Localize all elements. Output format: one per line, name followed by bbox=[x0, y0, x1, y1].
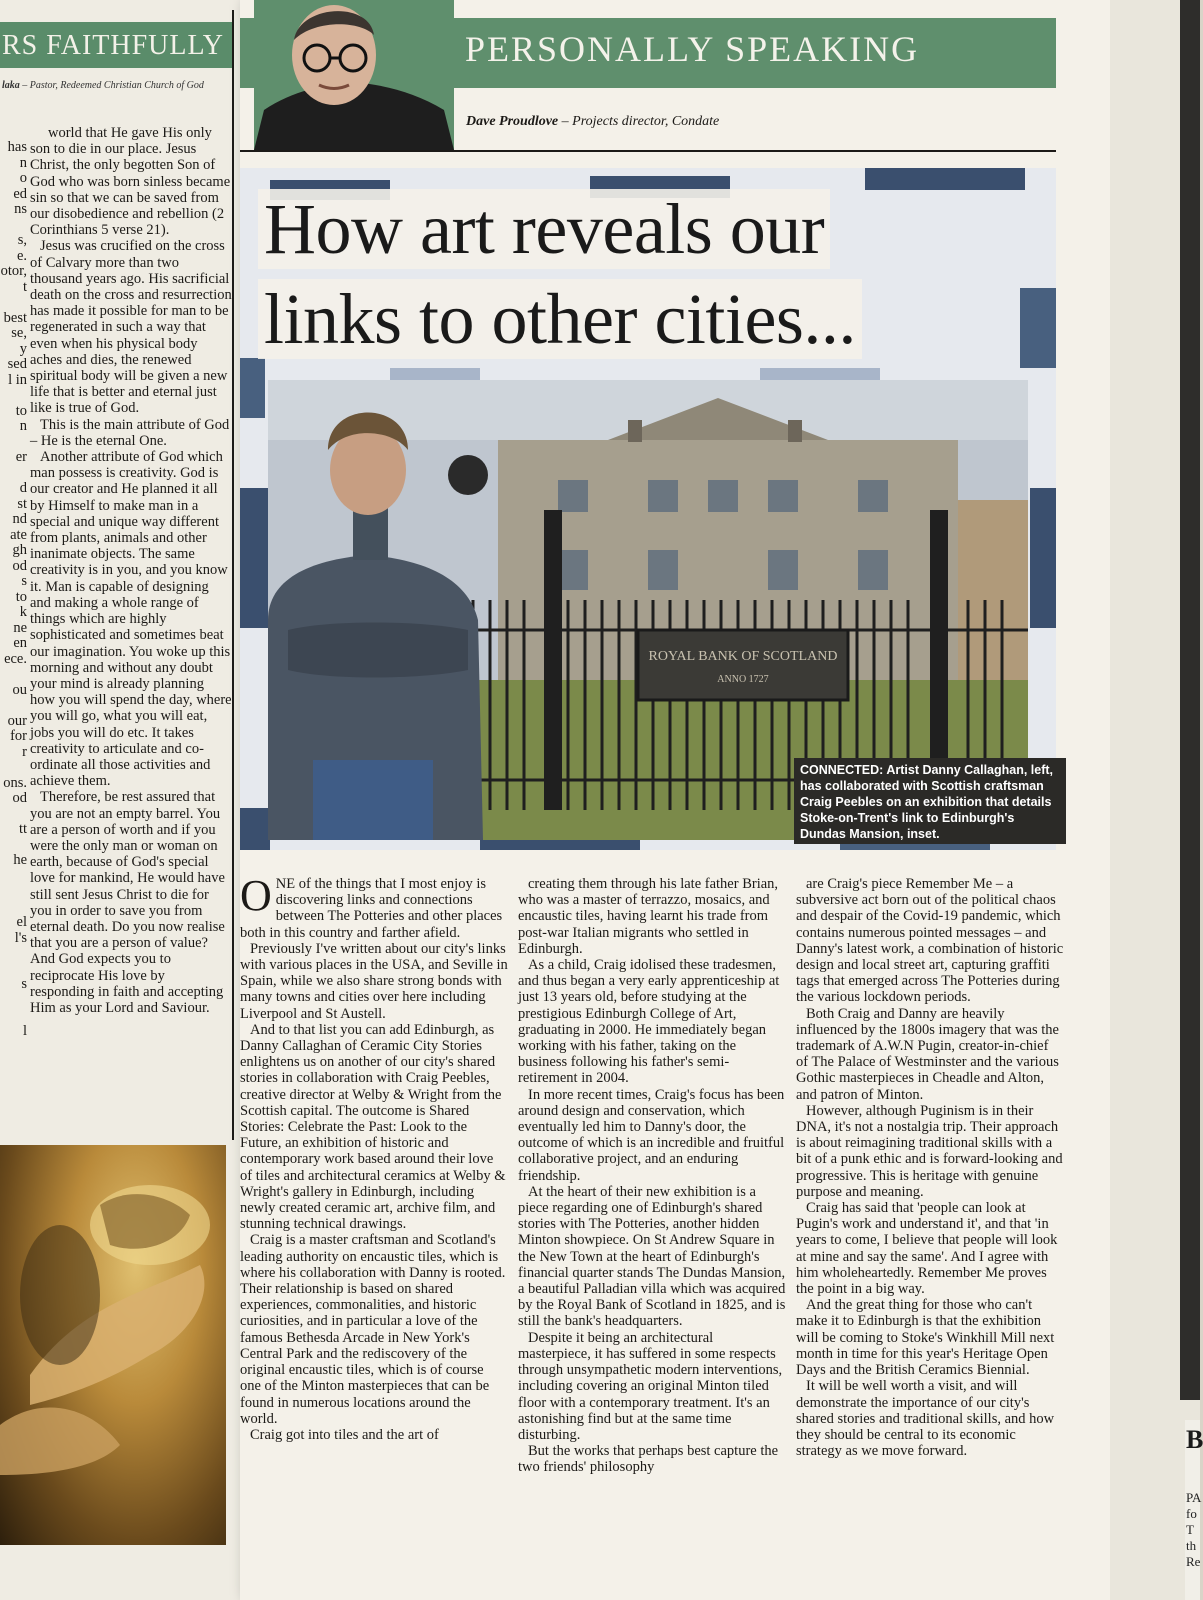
paragraph-text: Jesus was crucified on the cross of Calvary more than two thousand years ago. His sacrificial death on the cross and resurrection has made it possible for man to be regenerated in such a way that even when his physical body aches and dies, the renewed spiritual body will be given a new life that is better and eternal just like is true of God. bbox=[30, 238, 232, 417]
paragraph bbox=[796, 1200, 1064, 1297]
clipped-fragment: tt bbox=[18, 821, 27, 837]
paragraph bbox=[518, 1330, 786, 1443]
clipped-fragment: has bbox=[7, 139, 27, 155]
clipped-fragment: t bbox=[22, 278, 27, 295]
clipped-fragment bbox=[0, 884, 27, 900]
paragraph-text: Both Craig and Danny are heavily influenced by the 1800s imagery that was the trademark of A.W.N Pugin, creator-in-chief of The Palace of Westminster and the various Gothic masterpieces in Cheadle and Alton, and patron of Minton. bbox=[796, 1005, 1059, 1103]
right-page-fragments: PA fo T th Re bbox=[1186, 1490, 1202, 1569]
sign-text-line-1: ROYAL BANK OF SCOTLAND bbox=[648, 649, 838, 664]
headline-line-2: links to other cities... bbox=[258, 279, 862, 359]
column-title: PERSONALLY SPEAKING bbox=[465, 29, 920, 69]
header-rule bbox=[240, 150, 1056, 152]
paragraph bbox=[518, 957, 786, 1087]
clipped-fragment: ons. bbox=[3, 774, 27, 791]
right-page-dark-strip bbox=[1180, 0, 1200, 1400]
painting-illustration bbox=[0, 1145, 226, 1545]
paragraph-text: However, although Puginism is in their DNA, it's not a nostalgia trip. Their approach is about reimagining traditional skills with a bit of a punk ethic and is forward-looking and progressive. This is heritage with genuine purpose and meaning. bbox=[796, 1102, 1063, 1200]
clipped-fragment bbox=[0, 388, 27, 404]
clipped-fragment: best bbox=[3, 309, 27, 326]
author-portrait bbox=[254, 0, 454, 150]
paragraph-text: But the works that perhaps best capture the two friends' philosophy bbox=[518, 1443, 779, 1476]
painting-image bbox=[0, 1145, 226, 1545]
paragraph bbox=[518, 1443, 786, 1475]
article-column-1 bbox=[240, 871, 508, 1443]
clipped-column-fragments bbox=[0, 140, 27, 1140]
clipped-fragment: s bbox=[21, 976, 27, 992]
clipped-fragment bbox=[0, 946, 27, 962]
paragraph bbox=[518, 1184, 786, 1330]
clipped-fragment: er bbox=[15, 449, 27, 465]
paragraph-text: NE of the things that I most enjoy is discovering links and connections between The Potteries and other places both in this country and farther afield. bbox=[240, 876, 503, 941]
paragraph bbox=[796, 1006, 1064, 1103]
author-name: Dave Proudlove bbox=[466, 114, 559, 129]
article-column-2 bbox=[518, 876, 786, 1476]
clipped-fragment: s, bbox=[17, 232, 27, 248]
clipped-fragment: to bbox=[15, 402, 27, 419]
left-section-title: RS FAITHFULLY bbox=[2, 30, 225, 61]
right-page-heading-letter: B bbox=[1186, 1425, 1203, 1454]
clipped-fragment bbox=[0, 435, 27, 451]
drop-cap: O bbox=[240, 871, 272, 920]
clipped-fragment bbox=[0, 295, 27, 311]
clipped-fragment: nd bbox=[12, 511, 27, 527]
paragraph bbox=[30, 449, 232, 789]
clipped-fragment: he bbox=[13, 852, 27, 868]
left-byline-name: laka bbox=[2, 80, 20, 91]
clipped-fragment: n bbox=[19, 418, 27, 434]
paragraph bbox=[240, 1232, 508, 1426]
paragraph bbox=[240, 941, 508, 1022]
clipped-fragment bbox=[0, 698, 27, 714]
clipped-fragment: for bbox=[10, 728, 27, 744]
clipped-fragment: e. bbox=[16, 247, 27, 264]
clipped-fragment bbox=[0, 838, 27, 854]
headline-line-1: How art reveals our bbox=[258, 189, 830, 269]
left-article-body bbox=[30, 125, 232, 1016]
photo-caption bbox=[794, 758, 1066, 844]
paragraph bbox=[518, 876, 786, 957]
paragraph bbox=[30, 417, 232, 449]
paragraph-text: And to that list you can add Edinburgh, as Danny Callaghan of Ceramic City Stories enlightens us on another of our city's shared stories in collaboration with Craig Peebles, creative director at Welby & Wright from the Scottish capital. The outcome is Shared Stories: Celebrate the Past: Look to the Future, an exhibition of historic and contemporary work based around their love of tiles and architectural ceramics at Welby & Wright's gallery in Edinburgh, including newly created ceramic art, archive film, and stunning technical drawings. bbox=[240, 1021, 506, 1233]
paragraph bbox=[796, 876, 1064, 1006]
paragraph-text: Craig is a master craftsman and Scotland's leading authority on encaustic tiles, which is where his collaboration with Danny is rooted. Their relationship is based on shared experiences, commonalities, and historic curiosities, and in particular a love of the famous Bethesda Arcade in New York's Central Park and the rediscovery of the original encaustic tiles, which is of course one of the Minton masterpieces that can be found in numerous locations around the world. bbox=[240, 1232, 506, 1427]
clipped-fragment: od bbox=[12, 557, 27, 574]
paragraph-text: are Craig's piece Remember Me – a subversive act born out of the political chaos and despair of the Covid-19 pandemic, which contains numerous pointed messages – and Danny's latest work, a combination of historic design and local street art, capturing graffiti tags that emerged across The Potteries during the various lockdown periods. bbox=[796, 876, 1064, 1006]
left-byline bbox=[2, 80, 204, 91]
clipped-fragment: d bbox=[19, 480, 27, 496]
clipped-fragment: st bbox=[17, 495, 27, 512]
clipped-fragment: y bbox=[19, 340, 27, 357]
paragraph bbox=[796, 1297, 1064, 1378]
clipped-fragment: ou bbox=[12, 681, 27, 698]
clipped-fragment bbox=[0, 466, 27, 482]
paragraph-text: Therefore, be rest assured that you are not an empty barrel. You are a person of worth and if you were the only man or woman on earth, because of God's special love for mankind, He would have still sent Jesus Christ to die for you in order to save you from eternal death. Do you now realise that you are a person of value? And God expects you to reciprocate His love by responding in faith and accepting Him as your Lord and Saviour. bbox=[30, 789, 225, 1016]
clipped-fragment bbox=[0, 869, 27, 885]
clipped-fragment bbox=[0, 993, 27, 1009]
paragraph-text: It will be well worth a visit, and will demonstrate the importance of our city's shared stories and traditional skills, and how they should be central to its economic strategy as we move forward. bbox=[796, 1378, 1055, 1460]
clipped-fragment: l in bbox=[8, 371, 27, 388]
left-byline-role: – Pastor, Redeemed Christian Church of God bbox=[19, 80, 204, 91]
clipped-fragment: k bbox=[19, 604, 27, 620]
paragraph-text: Craig got into tiles and the art of bbox=[250, 1426, 439, 1443]
clipped-fragment: ate bbox=[10, 526, 27, 543]
paragraph bbox=[518, 1087, 786, 1184]
paragraph bbox=[30, 238, 232, 416]
clipped-fragment: o bbox=[19, 170, 27, 186]
paragraph-text: As a child, Craig idolised these tradesmen, and thus began a very early apprenticeship at just 13 years old, before studying at the prestigious Edinburgh College of Art, graduating in 2000. He immediately began working with his father, taking on the business following his father's semi-retirement in 2004. bbox=[518, 957, 780, 1087]
clipped-fragment: otor, bbox=[0, 263, 27, 279]
clipped-fragment: gh bbox=[12, 542, 27, 558]
paragraph-text: This is the main attribute of God – He is the eternal One. bbox=[30, 416, 230, 449]
headline bbox=[258, 184, 1048, 364]
column-rule bbox=[232, 10, 234, 1140]
clipped-fragment: l's bbox=[14, 929, 27, 946]
clipped-fragment: to bbox=[15, 588, 27, 605]
paragraph-text: In more recent times, Craig's focus has been around design and conservation, which eventually led him to Danny's door, the outcome of which is an incredible and fruitful collaborative project, and an enduring friendship. bbox=[518, 1086, 785, 1184]
paragraph-text: world that He gave His only son to die in our place. Jesus Christ, the only begotten Son of God who was born sinless became sin so that we can be saved from our disobedience and rebellion (2 Corinthians 5 verse 21). bbox=[30, 125, 231, 239]
clipped-fragment: ed bbox=[13, 185, 27, 202]
clipped-fragment bbox=[0, 900, 27, 916]
clipped-fragment: s bbox=[21, 573, 27, 589]
paragraph bbox=[30, 125, 232, 238]
clipped-fragment: se, bbox=[11, 325, 27, 341]
paragraph bbox=[240, 871, 508, 941]
clipped-fragment bbox=[0, 962, 27, 978]
paragraph-text: Another attribute of God which man possess is creativity. God is our creator and He planned it all by Himself to make man in a special and unique way different from plants, animals and other inanimate objects. The same creativity is in you, and you know it. Man is capable of designing and making a whole range of things which are highly sophisticated and sometimes beat our imagination. You woke up this morning and without any doubt your mind is already planning how you will spend the day, where you will go, what you will eat, jobs you will do etc. It takes creativity to articulate and co-ordinate all those activities and achieve them. bbox=[30, 449, 232, 790]
author-role: – Projects director, Condate bbox=[558, 114, 720, 129]
paragraph-text: creating them through his late father Brian, who was a master of terrazzo, mosaics, and encaustic tiles, having learnt his trade from post-war Italian migrants who settled in Edinburgh. bbox=[518, 876, 779, 957]
paragraph-text: Despite it being an architectural masterpiece, it has suffered in some respects through unsympathetic modern interventions, including covering an original Minton tiled floor with a contemporary treatment. It's an astonishing find but at the same time disturbing. bbox=[518, 1329, 783, 1443]
paragraph bbox=[30, 789, 232, 1016]
clipped-fragment: n bbox=[19, 154, 27, 171]
paragraph bbox=[796, 1378, 1064, 1459]
photo-caption-text: CONNECTED: Artist Danny Callaghan, left, has collaborated with Scottish craftsman Craig Peebles on an exhibition that details Stoke-on-Trent's link to Edinburgh's Dundas Mansion, inset. bbox=[800, 763, 1054, 841]
paragraph bbox=[240, 1427, 508, 1443]
clipped-fragment bbox=[0, 807, 27, 823]
clipped-fragment bbox=[0, 218, 27, 234]
paragraph-text: At the heart of their new exhibition is a piece regarding one of Edinburgh's shared stories with The Potteries, another hidden Minton showpiece. On St Andrew Square in the New Town at the heart of Edinburgh's financial quarter stands The Dundas Mansion, a beautiful Palladian villa which was acquired by the Royal Bank of Scotland in 1825, and is still the bank's headquarters. bbox=[518, 1183, 786, 1330]
clipped-fragment: r bbox=[22, 743, 27, 760]
clipped-fragment bbox=[0, 760, 27, 776]
paragraph-text: And the great thing for those who can't make it to Edinburgh is that the exhibition will be coming to Stoke's Winkhill Mill next month in time for this year's Heritage Open Days and the British Ceramics Biennial. bbox=[796, 1297, 1055, 1379]
clipped-fragment bbox=[0, 667, 27, 683]
paragraph-text: Previously I've written about our city's links with various places in the USA, and Seville in Spain, while we also share strong bonds with many towns and cities over here including Liverpool and St Austell. bbox=[240, 940, 508, 1022]
clipped-fragment: ns bbox=[14, 201, 27, 217]
paragraph bbox=[240, 1022, 508, 1233]
clipped-fragment: l bbox=[22, 1022, 27, 1039]
paragraph bbox=[796, 1103, 1064, 1200]
clipped-fragment: sed bbox=[7, 356, 27, 372]
clipped-fragment: ece. bbox=[4, 650, 27, 667]
clipped-fragment: en bbox=[13, 635, 27, 651]
clipped-fragment bbox=[0, 1008, 27, 1024]
clipped-fragment: od bbox=[12, 790, 27, 806]
paragraph-text: Craig has said that 'people can look at Pugin's work and understand it', and that 'in years to come, I believe that people will look at mine and say the same'. And I agree with him wholeheartedly. Remember Me proves the point in a big way. bbox=[796, 1200, 1058, 1298]
author-portrait-illustration bbox=[254, 0, 454, 150]
clipped-fragment: el bbox=[16, 914, 27, 930]
clipped-fragment: our bbox=[7, 712, 27, 729]
author-byline bbox=[466, 114, 719, 130]
sign-text-line-2: ANNO 1727 bbox=[717, 674, 769, 685]
article-column-3 bbox=[796, 876, 1064, 1459]
clipped-fragment: ne bbox=[13, 619, 27, 636]
